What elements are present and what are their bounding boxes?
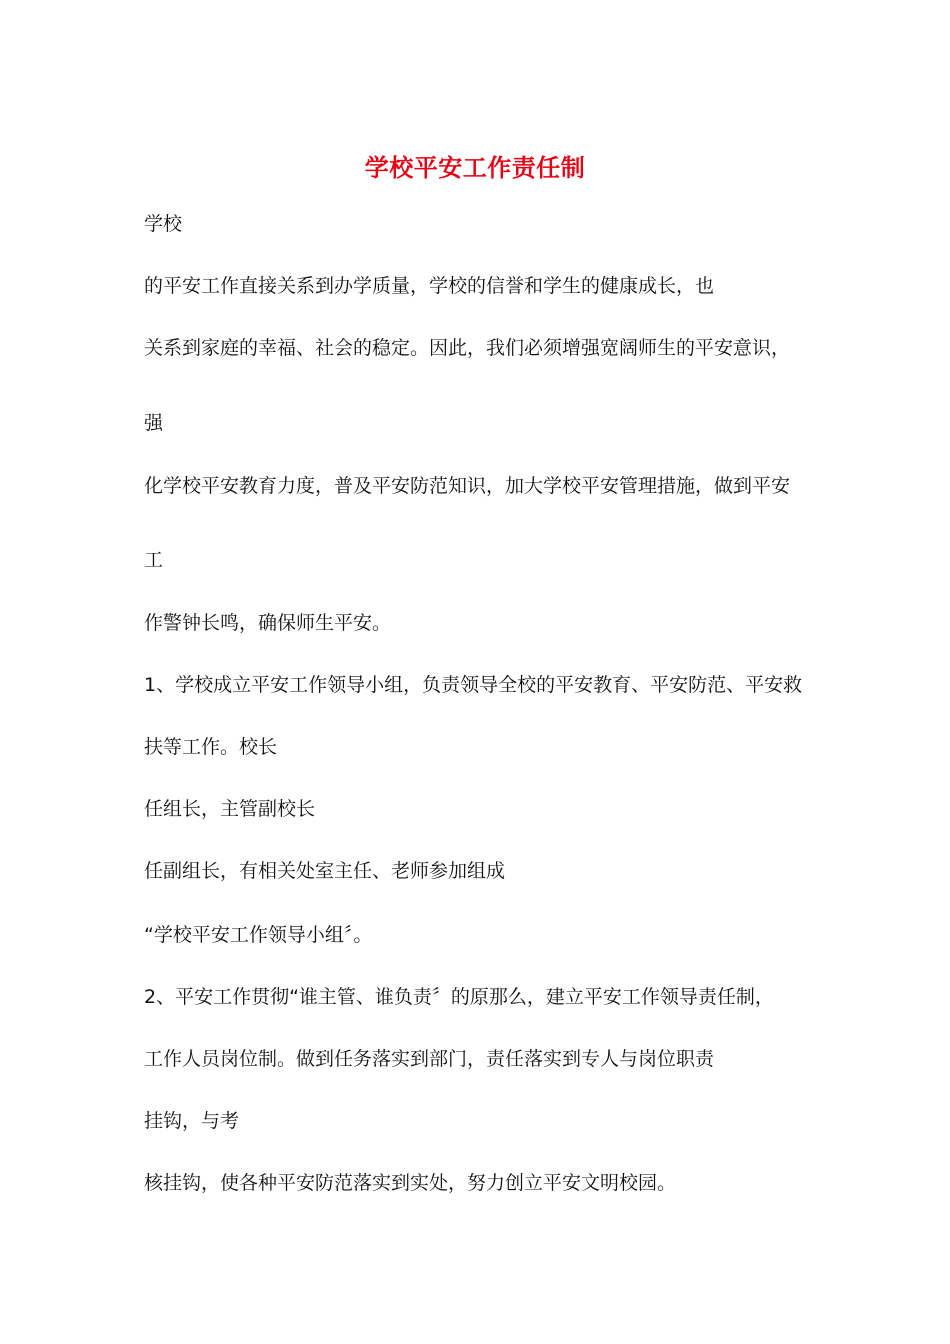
paragraph-line: 作警钟长鸣，确保师生平安。 [144,612,392,634]
paragraph-line: 挂钩，与考 [144,1110,240,1132]
paragraph-line: “学校平安工作领导小组〞。 [144,924,373,946]
paragraph-line: 工作人员岗位制。做到任务落实到部门，责任落实到专人与岗位职责 [144,1048,715,1070]
numbered-item-line: 2、平安工作贯彻“谁主管、谁负责〞的原那么，建立平安工作领导责任制， [144,986,774,1008]
numbered-item-line: 1、学校成立平安工作领导小组，负责领导全校的平安教育、平安防范、平安救 [144,674,803,696]
paragraph-line: 核挂钩，使各种平安防范落实到实处，努力创立平安文明校园。 [144,1172,677,1194]
paragraph-line: 学校 [144,213,183,235]
paragraph-line: 任组长，主管副校长 [144,798,316,820]
paragraph-line: 扶等工作。校长 [144,736,278,758]
document-title: 学校平安工作责任制 [364,153,586,182]
paragraph-line: 工 [144,549,164,571]
paragraph-line: 强 [144,412,164,434]
paragraph-line: 任副组长，有相关处室主任、老师参加组成 [144,860,506,882]
paragraph-line: 的平安工作直接关系到办学质量，学校的信誉和学生的健康成长，也 [144,275,715,297]
paragraph-line: 化学校平安教育力度，普及平安防范知识，加大学校平安管理措施，做到平安 [144,475,791,497]
paragraph-line: 关系到家庭的幸福、社会的稳定。因此，我们必须增强宽阔师生的平安意识， [144,337,791,359]
